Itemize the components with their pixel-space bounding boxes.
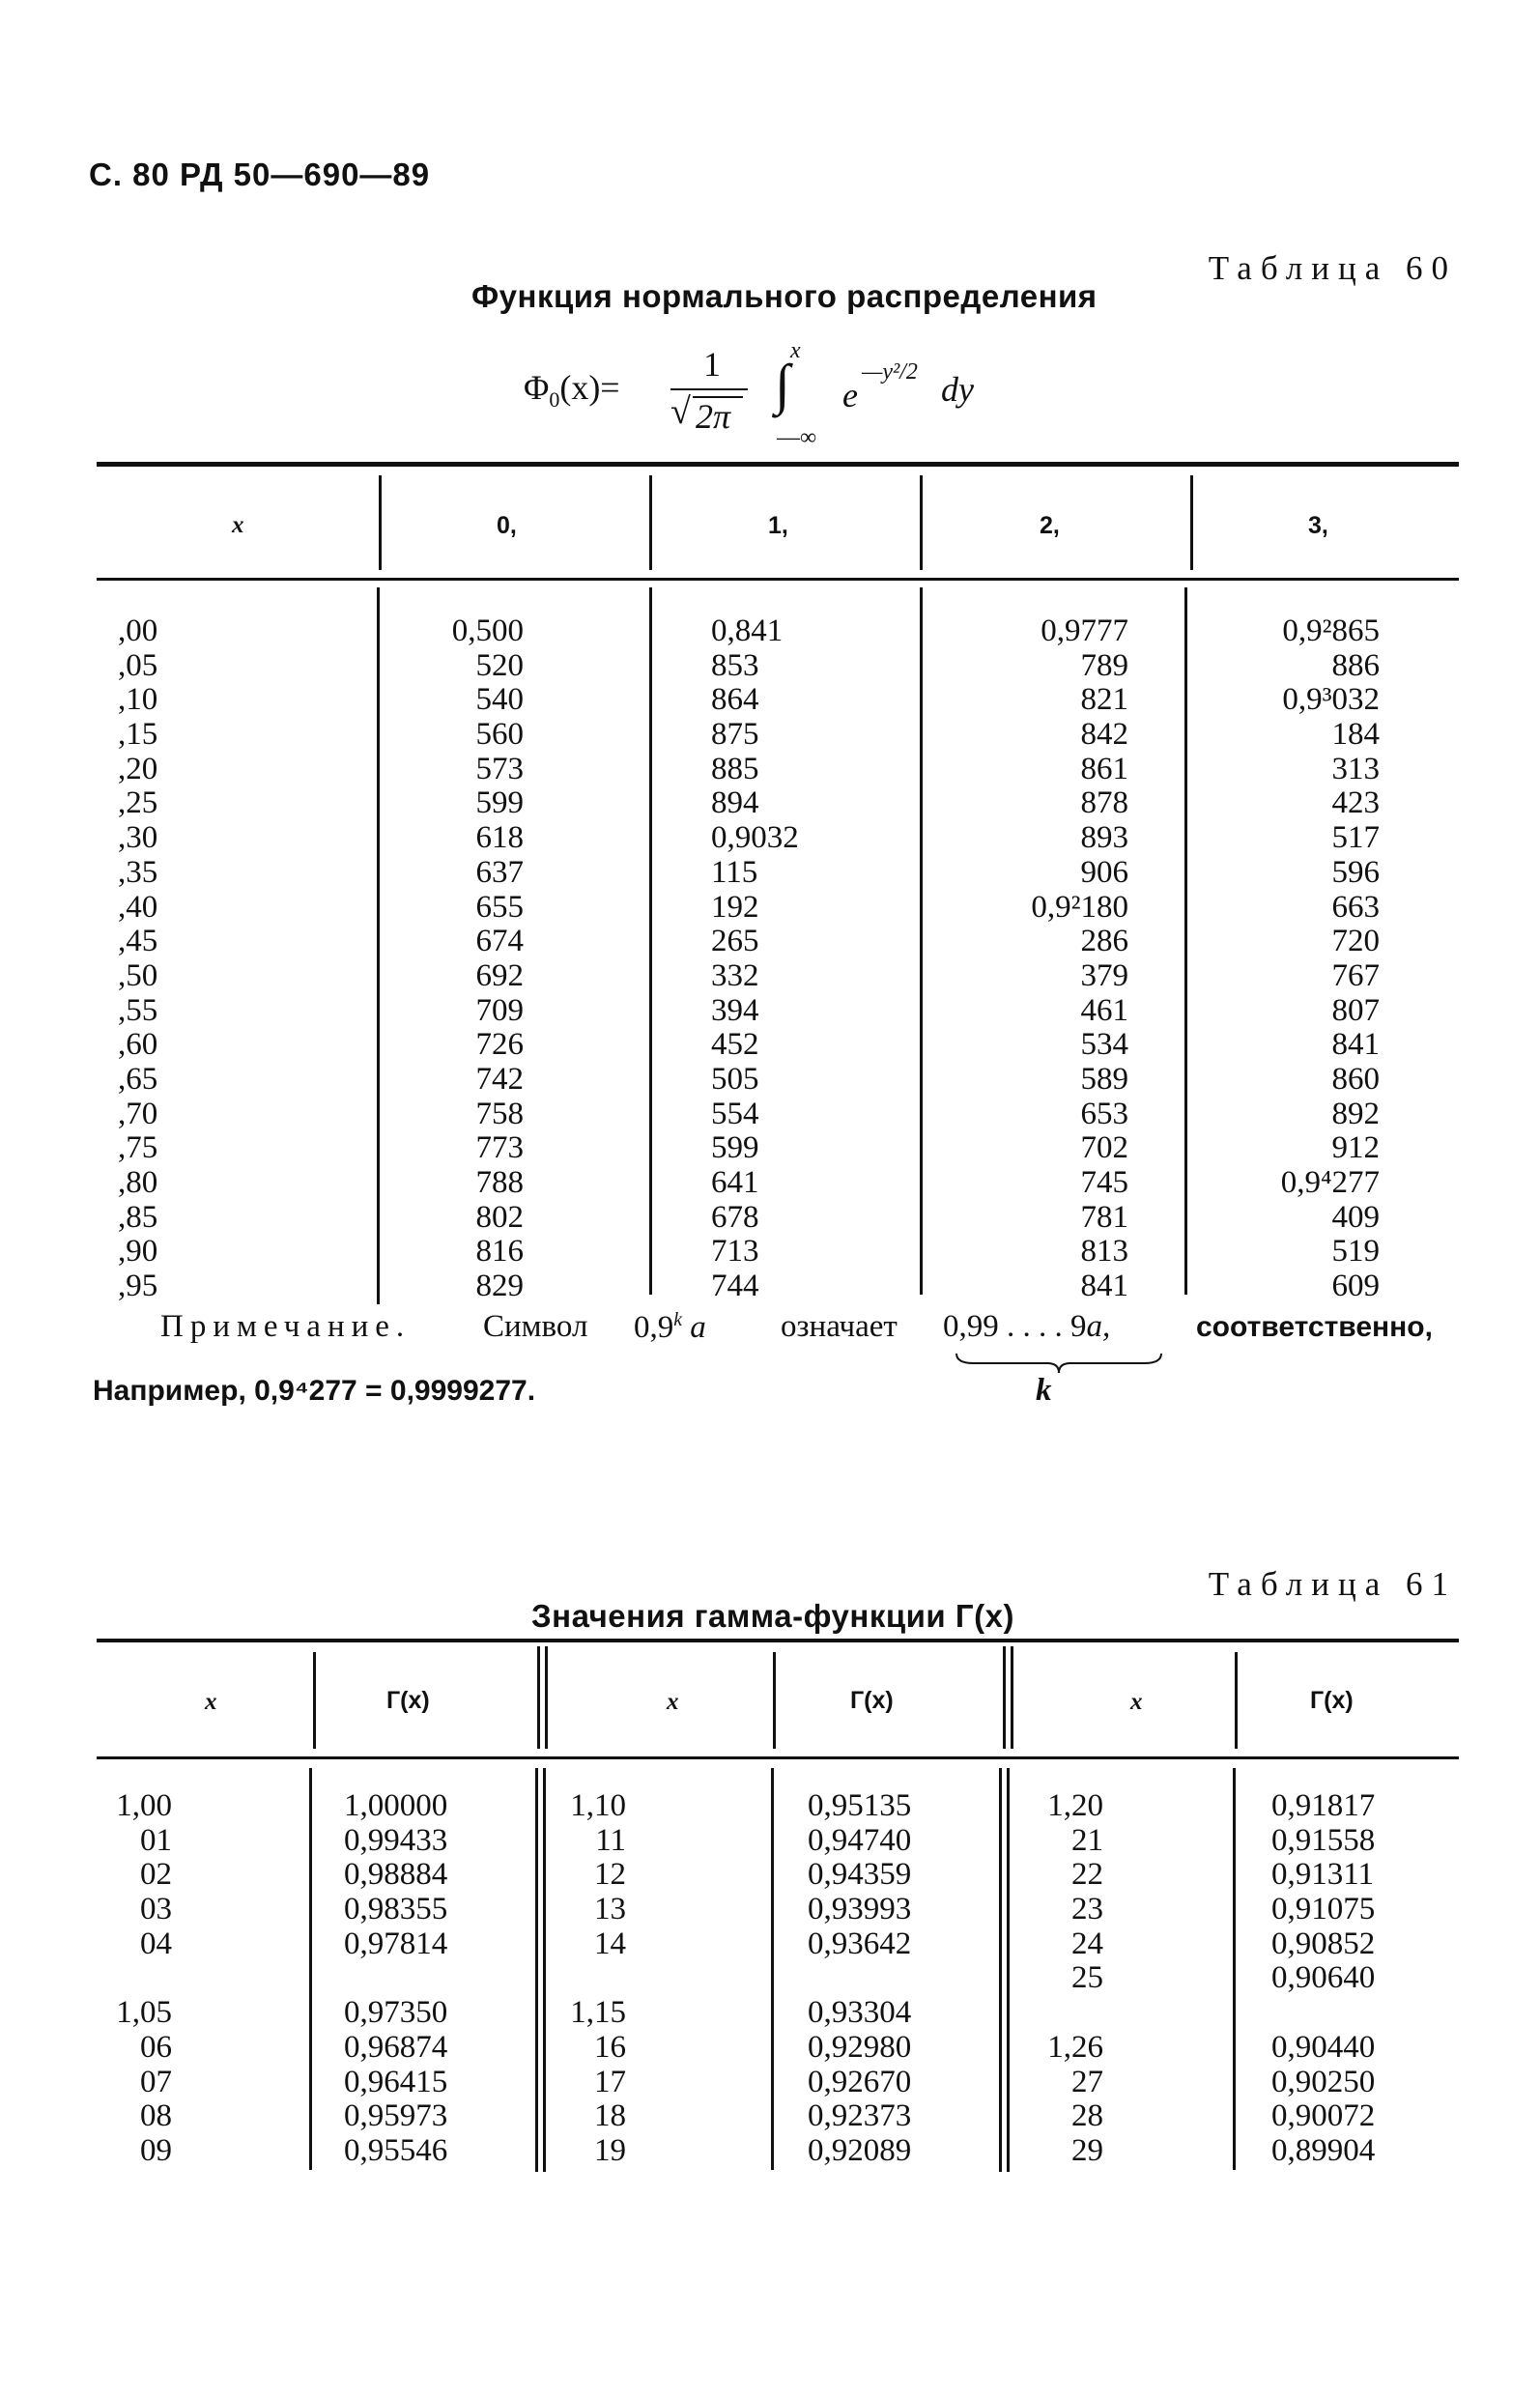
table-60-cell-x: ,65 <box>118 1061 158 1097</box>
note-example: Например, 0,9⁴277 = 0,9999277. <box>93 1375 536 1407</box>
table-60-cell-0: 0,500 <box>451 614 524 648</box>
table-61-double-divider <box>1011 1646 1013 1749</box>
table-60-cell-1: 875 <box>711 717 759 753</box>
table-60-header-2: 2, <box>1040 512 1060 539</box>
table-61-cell-x: 08 <box>140 2098 172 2134</box>
table-61-cell-gamma: 0,97814 <box>344 1926 448 1961</box>
table-61-cell-gamma: 0,93993 <box>808 1892 912 1927</box>
formula-phi: Φ <box>524 368 550 407</box>
table-61-cell-x: 22 <box>1071 1857 1103 1893</box>
table-60-cell-0: 816 <box>475 1234 524 1270</box>
table-61-cell-x: 06 <box>140 2029 172 2065</box>
note-expansion: 0,99 . . . . 9 <box>943 1309 1087 1344</box>
table-61-cell-gamma: 0,99433 <box>344 1822 448 1858</box>
table-61-cell-x: 1,10 <box>570 1788 626 1823</box>
table-61-cell-x: 1,05 <box>116 1995 172 2031</box>
table-60-cell-2: 893 <box>1080 820 1128 856</box>
table-61-cell-x: 18 <box>594 2098 626 2134</box>
table-61-cell-gamma: 0,98355 <box>344 1892 448 1927</box>
table-60-cell-2: 379 <box>1080 957 1128 993</box>
table-61-cell-gamma: 0,91311 <box>1271 1857 1375 1893</box>
table-60-cell-3: 807 <box>1331 992 1380 1028</box>
table-60-cell-0: 655 <box>475 889 524 925</box>
table-60-cell-0: 758 <box>475 1096 524 1131</box>
table-60-cell-x: ,35 <box>118 854 158 890</box>
table-61-cell-x: 12 <box>594 1857 626 1893</box>
table-60-cell-0: 637 <box>475 854 524 890</box>
table-60-cell-1: 853 <box>711 647 759 683</box>
formula-denominator: 2π <box>696 397 731 436</box>
table-61-cell-gamma: 0,92089 <box>808 2132 912 2168</box>
table-61-double-divider <box>535 1768 538 2172</box>
table-60-divider <box>649 587 652 1295</box>
table-60-cell-3: 860 <box>1331 1061 1380 1097</box>
note-brace-label: k <box>1036 1373 1052 1408</box>
note-text-1: Символ <box>483 1309 588 1344</box>
table-60-cell-2: 906 <box>1080 854 1128 890</box>
table-60-cell-3: 892 <box>1331 1096 1380 1131</box>
table-60-cell-3: 663 <box>1331 889 1380 925</box>
table-61-cell-x: 24 <box>1071 1926 1103 1961</box>
table-61-header-gamma-1: Г(x) <box>386 1687 430 1714</box>
table-61-cell-gamma: 0,93642 <box>808 1926 912 1961</box>
table-60-divider <box>1184 587 1187 1295</box>
table-61-cell-gamma: 0,93304 <box>808 1995 912 2031</box>
table-60-header-0: 0, <box>497 512 517 539</box>
table-60-cell-x: ,55 <box>118 992 158 1028</box>
formula-differential: dy <box>941 370 974 409</box>
table-60-cell-2: 789 <box>1080 647 1128 683</box>
table-60-cell-2: 813 <box>1080 1234 1128 1270</box>
table-61-divider <box>771 1768 774 2170</box>
table-61-double-divider <box>1003 1646 1006 1749</box>
table-61-divider <box>1233 1768 1236 2170</box>
table-60-cell-3: 184 <box>1331 717 1380 753</box>
table-60-cell-2: 842 <box>1080 717 1128 753</box>
table-60-cell-0: 802 <box>475 1199 524 1235</box>
table-60-cell-0: 709 <box>475 992 524 1028</box>
table-60-column-1 <box>711 614 904 1304</box>
table-60-cell-1: 744 <box>711 1269 759 1304</box>
table-61-column-gamma-1 <box>344 1789 489 2169</box>
table-61-column-x-3 <box>1026 1789 1103 2169</box>
table-60-cell-0: 674 <box>475 924 524 959</box>
table-60-cell-3: 313 <box>1331 751 1380 786</box>
table-60-cell-x: ,10 <box>118 682 158 718</box>
table-60-cell-x: ,85 <box>118 1199 158 1235</box>
table-60-cell-2: 0,9²180 <box>1031 889 1128 925</box>
table-61-divider <box>313 1652 316 1749</box>
note-underbrace <box>955 1352 1163 1375</box>
table-60-cell-1: 0,9032 <box>711 820 799 856</box>
table-60-cell-3: 609 <box>1331 1269 1380 1304</box>
table-60-cell-2: 841 <box>1080 1269 1128 1304</box>
table-61-cell-x: 03 <box>140 1892 172 1927</box>
table-61-double-divider <box>537 1646 540 1749</box>
table-60-cell-0: 726 <box>475 1027 524 1063</box>
table-61-double-divider <box>1007 1768 1010 2172</box>
table-61-cell-x: 09 <box>140 2132 172 2168</box>
table-61-cell-x: 21 <box>1071 1822 1103 1858</box>
table-61-cell-gamma: 0,90852 <box>1271 1926 1376 1961</box>
note-symbol-a: a <box>690 1310 706 1345</box>
formula-lower-limit: —∞ <box>777 425 817 450</box>
table-60-cell-x: ,95 <box>118 1269 158 1304</box>
table-61-cell-gamma: 0,90440 <box>1271 2029 1376 2065</box>
formula-integrand: e <box>842 376 858 414</box>
table-60-divider <box>379 475 382 570</box>
table-61-header-gamma-2: Г(x) <box>850 1687 894 1714</box>
table-60-cell-3: 409 <box>1331 1199 1380 1235</box>
table-60-cell-0: 742 <box>475 1061 524 1097</box>
table-60-divider <box>920 475 923 570</box>
formula-numerator: 1 <box>703 345 721 384</box>
table-60-column-2 <box>978 614 1128 1304</box>
table-61-cell-x: 19 <box>594 2132 626 2168</box>
table-61-cell-x <box>558 1961 626 1996</box>
table-61-cell-x: 16 <box>594 2029 626 2065</box>
table-61-cell-x: 01 <box>140 1822 172 1858</box>
table-61-cell-x: 28 <box>1071 2098 1103 2134</box>
table-60-column-x <box>118 614 224 1304</box>
table-60-cell-x: ,70 <box>118 1096 158 1131</box>
table-61-cell-gamma: 0,95135 <box>808 1788 912 1823</box>
table-61-cell-x: 1,20 <box>1047 1788 1103 1823</box>
table-60-cell-1: 115 <box>711 854 758 890</box>
table-61-double-divider <box>543 1768 546 2172</box>
table-61-cell-gamma: 0,96874 <box>344 2029 448 2065</box>
table-60-cell-1: 394 <box>711 992 759 1028</box>
formula-integral-sign: ∫ <box>775 353 790 415</box>
table-61-cell-x: 25 <box>1071 1960 1103 1996</box>
table-60-cell-2: 702 <box>1080 1130 1128 1166</box>
table-61-cell-x: 07 <box>140 2064 172 2099</box>
table-60-cell-x: ,00 <box>118 614 158 648</box>
table-61-column-x-2 <box>558 1789 626 2169</box>
table-60-cell-3: 912 <box>1331 1130 1380 1166</box>
table-61-cell-gamma: 0,95546 <box>344 2132 448 2168</box>
table-61-label: Таблица 61 <box>1208 1565 1457 1603</box>
table-61-divider <box>1235 1652 1238 1749</box>
table-60-cell-x: ,45 <box>118 924 158 959</box>
table-61-cell-gamma: 0,90072 <box>1271 2098 1376 2134</box>
table-60-cell-0: 573 <box>475 751 524 786</box>
table-61-cell-gamma: 0,91075 <box>1271 1892 1376 1927</box>
table-61-top-rule <box>97 1639 1459 1642</box>
table-61-cell-x: 27 <box>1071 2064 1103 2099</box>
table-61-cell-x: 02 <box>140 1857 172 1893</box>
table-61-cell-x: 11 <box>595 1822 626 1858</box>
table-60-cell-1: 192 <box>711 889 759 925</box>
table-61-cell-x <box>95 1961 172 1996</box>
table-60-header-rule <box>97 578 1459 581</box>
table-60-cell-x: ,50 <box>118 957 158 993</box>
table-61-cell-x: 14 <box>594 1926 626 1961</box>
table-60-cell-1: 864 <box>711 682 759 718</box>
table-60-cell-1: 265 <box>711 924 759 959</box>
table-60-cell-x: ,30 <box>118 820 158 856</box>
table-61-cell-gamma: 0,95973 <box>344 2098 448 2134</box>
table-60-cell-0: 560 <box>475 717 524 753</box>
table-60-cell-3: 517 <box>1331 820 1380 856</box>
table-61-double-divider <box>545 1646 548 1749</box>
table-61-cell-x <box>1026 1996 1103 2031</box>
table-60-divider <box>1190 475 1193 570</box>
table-61-header-x-3: x <box>1130 1689 1143 1715</box>
table-60-cell-1: 713 <box>711 1234 759 1270</box>
table-61-cell-gamma: 0,91558 <box>1271 1822 1376 1858</box>
table-60-cell-1: 554 <box>711 1096 759 1131</box>
formula-sqrt-sign: √ <box>670 391 691 432</box>
table-61-cell-x: 23 <box>1071 1892 1103 1927</box>
table-60-cell-2: 878 <box>1080 785 1128 821</box>
table-60-cell-x: ,15 <box>118 717 158 753</box>
table-61-cell-gamma: 0,97350 <box>344 1995 448 2031</box>
table-60-cell-2: 653 <box>1080 1096 1128 1131</box>
note-expansion-a: a, <box>1086 1309 1111 1344</box>
table-60-column-0 <box>406 614 524 1304</box>
note-text-2: означает <box>781 1309 898 1344</box>
table-60-cell-3: 841 <box>1331 1027 1380 1063</box>
table-60-cell-x: ,60 <box>118 1027 158 1063</box>
table-61-cell-gamma: 0,94359 <box>808 1857 912 1893</box>
table-61-column-gamma-2 <box>808 1789 953 2169</box>
table-60-cell-2: 286 <box>1080 924 1128 959</box>
table-60-cell-0: 599 <box>475 785 524 821</box>
table-60-cell-2: 781 <box>1080 1199 1128 1235</box>
table-61-title: Значения гамма-функции Г(x) <box>531 1598 1014 1634</box>
table-60-cell-2: 0,9777 <box>1041 614 1128 648</box>
table-60-cell-x: ,40 <box>118 889 158 925</box>
table-60-cell-2: 745 <box>1080 1165 1128 1200</box>
formula-upper-limit: x <box>790 338 801 363</box>
table-61-cell-x: 1,15 <box>570 1995 626 2031</box>
note-text-3: соответственно, <box>1196 1311 1433 1343</box>
table-60-cell-3: 423 <box>1331 785 1380 821</box>
table-60-cell-x: ,80 <box>118 1165 158 1200</box>
note-label: Примечание. <box>160 1309 412 1344</box>
note-symbol-base: 0,9 <box>634 1310 674 1345</box>
table-60-header-3: 3, <box>1308 512 1328 539</box>
table-61-cell-x: 29 <box>1071 2132 1103 2168</box>
table-60-cell-1: 641 <box>711 1165 759 1200</box>
page-header: С. 80 РД 50—690—89 <box>89 157 431 192</box>
table-61-cell-gamma: 0,96415 <box>344 2064 448 2099</box>
table-61-cell-gamma: 0,89904 <box>1271 2132 1376 2168</box>
table-61-cell-gamma: 0,92980 <box>808 2029 912 2065</box>
table-61-cell-gamma: 0,90250 <box>1271 2064 1376 2099</box>
table-61-cell-gamma: 0,90640 <box>1271 1960 1376 1996</box>
table-61-divider <box>309 1768 312 2170</box>
table-61-double-divider <box>999 1768 1002 2172</box>
table-60-title: Функция нормального распределения <box>471 278 1098 314</box>
table-61-cell-x: 13 <box>594 1892 626 1927</box>
table-60-cell-2: 861 <box>1080 751 1128 786</box>
table-60-cell-0: 829 <box>475 1269 524 1304</box>
table-60-cell-1: 678 <box>711 1199 759 1235</box>
table-60-cell-0: 520 <box>475 647 524 683</box>
table-60-header-x: x <box>232 512 244 538</box>
table-61-cell-gamma: 0,91817 <box>1271 1788 1376 1823</box>
table-61-cell-gamma <box>1271 1996 1416 2031</box>
table-61-cell-gamma: 0,92670 <box>808 2064 912 2099</box>
table-60-cell-3: 767 <box>1331 957 1380 993</box>
table-60-cell-3: 0,9²865 <box>1282 614 1380 648</box>
table-60-cell-2: 821 <box>1080 682 1128 718</box>
table-60-cell-3: 596 <box>1331 854 1380 890</box>
table-61-cell-x: 04 <box>140 1926 172 1961</box>
table-60-cell-0: 788 <box>475 1165 524 1200</box>
table-61-divider <box>773 1652 776 1749</box>
table-60-cell-0: 773 <box>475 1130 524 1166</box>
formula-argument: (x)= <box>559 368 620 407</box>
table-60-cell-1: 505 <box>711 1061 759 1097</box>
table-61-column-x-1 <box>95 1789 172 2169</box>
table-61-header-x-1: x <box>205 1689 217 1715</box>
table-60-cell-2: 461 <box>1080 992 1128 1028</box>
table-60-cell-1: 599 <box>711 1130 759 1166</box>
formula-exponent: —y²/2 <box>862 359 918 385</box>
table-60-cell-x: ,25 <box>118 785 158 821</box>
table-60-cell-3: 720 <box>1331 924 1380 959</box>
table-61-column-gamma-3 <box>1271 1789 1416 2169</box>
table-60-column-3 <box>1237 614 1380 1304</box>
table-60-cell-2: 534 <box>1080 1027 1128 1063</box>
table-60-cell-3: 519 <box>1331 1234 1380 1270</box>
table-60-cell-0: 618 <box>475 820 524 856</box>
table-60-divider <box>649 475 652 570</box>
table-61-cell-gamma <box>344 1961 489 1996</box>
table-60-cell-0: 692 <box>475 957 524 993</box>
table-60-cell-1: 885 <box>711 751 759 786</box>
table-61-cell-x: 1,26 <box>1047 2029 1103 2065</box>
table-60-cell-x: ,75 <box>118 1130 158 1166</box>
table-60-divider <box>920 587 923 1295</box>
table-60-cell-1: 0,841 <box>711 614 784 648</box>
table-61-cell-gamma: 0,92373 <box>808 2098 912 2134</box>
note-symbol-superscript: k <box>673 1309 683 1330</box>
table-60-cell-1: 332 <box>711 957 759 993</box>
table-61-header-x-2: x <box>667 1689 679 1715</box>
table-60-cell-x: ,05 <box>118 647 158 683</box>
table-61-cell-gamma <box>808 1961 953 1996</box>
table-60-top-rule <box>97 462 1459 467</box>
table-60-cell-3: 886 <box>1331 647 1380 683</box>
table-60-cell-3: 0,9⁴277 <box>1280 1165 1380 1200</box>
table-61-cell-gamma: 1,00000 <box>344 1788 448 1823</box>
normal-distribution-formula <box>524 338 1026 454</box>
table-60-label: Таблица 60 <box>1208 249 1457 287</box>
table-61-cell-x: 17 <box>594 2064 626 2099</box>
table-60-cell-3: 0,9³032 <box>1282 682 1380 718</box>
table-61-cell-x: 1,00 <box>116 1788 172 1823</box>
table-61-cell-gamma: 0,98884 <box>344 1857 448 1893</box>
table-60-header-1: 1, <box>768 512 788 539</box>
table-61-cell-gamma: 0,94740 <box>808 1822 912 1858</box>
table-60-cell-1: 452 <box>711 1027 759 1063</box>
table-60-cell-2: 589 <box>1080 1061 1128 1097</box>
table-60-divider <box>377 587 380 1304</box>
table-60-cell-x: ,20 <box>118 751 158 786</box>
table-60-cell-x: ,90 <box>118 1234 158 1270</box>
formula-phi-subscript: 0 <box>549 387 560 413</box>
table-60-cell-0: 540 <box>475 682 524 718</box>
table-61-header-gamma-3: Г(x) <box>1310 1687 1354 1714</box>
table-61-header-rule <box>97 1756 1459 1759</box>
table-60-cell-1: 894 <box>711 785 759 821</box>
